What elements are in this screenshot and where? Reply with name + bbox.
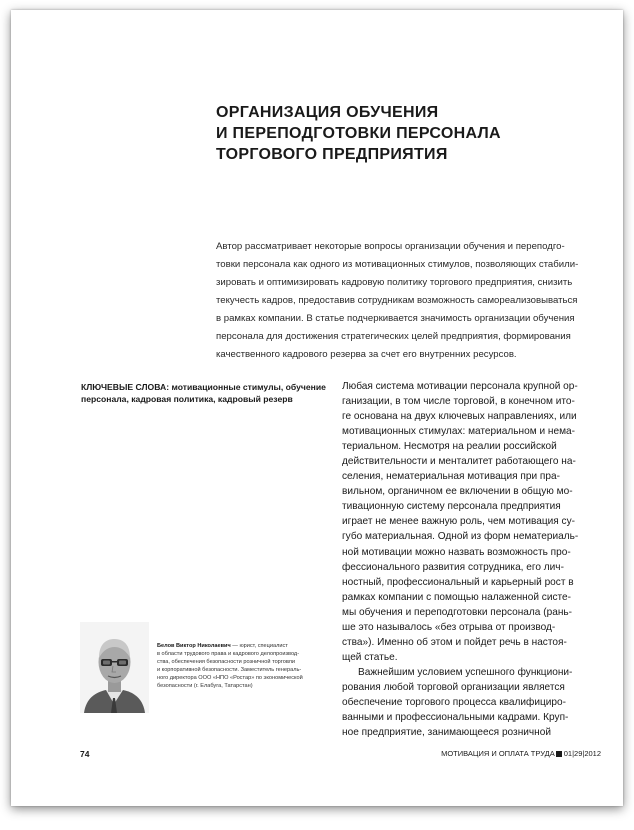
body-line: рамках компании с помощью налаженной систе- [342,591,571,603]
author-portrait-icon [80,622,149,713]
abstract-line: персонала для достижения стратегических целей предприятия, формирования [216,331,571,342]
bio-line: ства, обеспечения безопасности розничной торговли [157,659,296,665]
abstract-line: товки персонала как одного из мотивационных стимулов, позволяющих стабили- [216,259,579,270]
body-line: Важнейшим условием успешного функциони- [358,666,573,678]
body-line: рования любой торговой организации является [342,681,565,693]
abstract-line: зировать и оптимизировать кадровую политику торгового предприятия, снизить [216,277,573,288]
body-line: вильном, органичном ее включении в общую мо- [342,486,573,498]
body-line: губо материальная. Одной из форм нематериаль- [342,531,579,543]
title-line: И ПЕРЕПОДГОТОВКИ ПЕРСОНАЛА [216,125,501,142]
article-body [342,379,602,740]
keywords-block [81,381,331,405]
abstract-line: качественного кадрового резерва за счет его внутренних ресурсов. [216,349,517,360]
body-line: ванными и профессиональными кадрами. Круп- [342,712,569,724]
bio-line: в области трудового права и кадрового делопроизвод- [157,651,300,657]
article-title [216,102,596,165]
issue-number: 01|29|2012 [563,749,601,758]
body-line: фессионального развития сотрудника, его лич- [342,561,564,573]
body-line: ганизации, в том числе торговой, в конечном ито- [342,396,575,408]
bio-line-first [157,642,332,650]
magazine-page [11,10,623,806]
body-line: ной мотивации можно назвать возможность про- [342,546,571,558]
bio-line: ного директора ООО «НПО «Ростар» по экономической [157,675,303,681]
body-line: ше это называлось «без отрыва от производ- [342,621,556,633]
author-bio [157,642,332,690]
title-line: ОРГАНИЗАЦИЯ ОБУЧЕНИЯ [216,104,439,121]
body-line: ге основана на двух ключевых направлениях, или [342,411,577,423]
body-line: ностный, профессиональный и карьерный рост в [342,576,574,588]
abstract-line: в рамках компании. В статье подчеркивается значимость организации обучения [216,313,575,324]
body-line: Любая система мотивации персонала крупной ор- [342,381,578,392]
article-abstract [216,238,600,364]
journal-name: МОТИВАЦИЯ И ОПЛАТА ТРУДА [441,749,555,758]
body-line: тивационную систему персонала предприятия [342,501,561,513]
body-line: щей статье. [342,651,398,663]
keywords-line: КЛЮЧЕВЫЕ СЛОВА: мотивационные стимулы, обучение [81,382,326,392]
journal-footer [441,749,601,758]
keywords-line: персонала, кадровая политика, кадровый резерв [81,394,293,404]
abstract-line: текучесть кадров, предоставив сотрудникам возможность самореализовываться [216,295,578,306]
body-line: мы обучения и переподготовки персонала (рань- [342,606,573,618]
body-line: действительности и менталитет работающего на- [342,456,576,468]
page-number: 74 [80,749,90,759]
body-line: териальном. Несмотря на реалии российской [342,441,557,453]
bio-line: и корпоративной безопасности. Заместитель генераль- [157,667,302,673]
body-line: ства»). Именно об этом и пойдет речь в настоя- [342,636,567,648]
abstract-line: Автор рассматривает некоторые вопросы организации обучения и переподго- [216,241,565,252]
body-line: играет не менее важную роль, чем мотивация су- [342,516,575,528]
author-photo [80,622,149,713]
square-separator-icon [556,751,562,757]
bio-line: безопасности (г. Елабуга, Татарстан) [157,683,253,689]
body-line: обеспечение торгового процесса квалифициро- [342,696,566,708]
title-line: ТОРГОВОГО ПРЕДПРИЯТИЯ [216,146,448,163]
bio-line: — юрист, специалист [230,643,288,649]
body-line: селения, нематериальная мотивация при пра- [342,471,560,483]
body-line: ное предприятие, занимающееся розничной [342,727,551,739]
author-name: Белов Виктор Николаевич [157,643,231,649]
body-line: мотивационных стимулах: материальном и нема- [342,426,576,438]
